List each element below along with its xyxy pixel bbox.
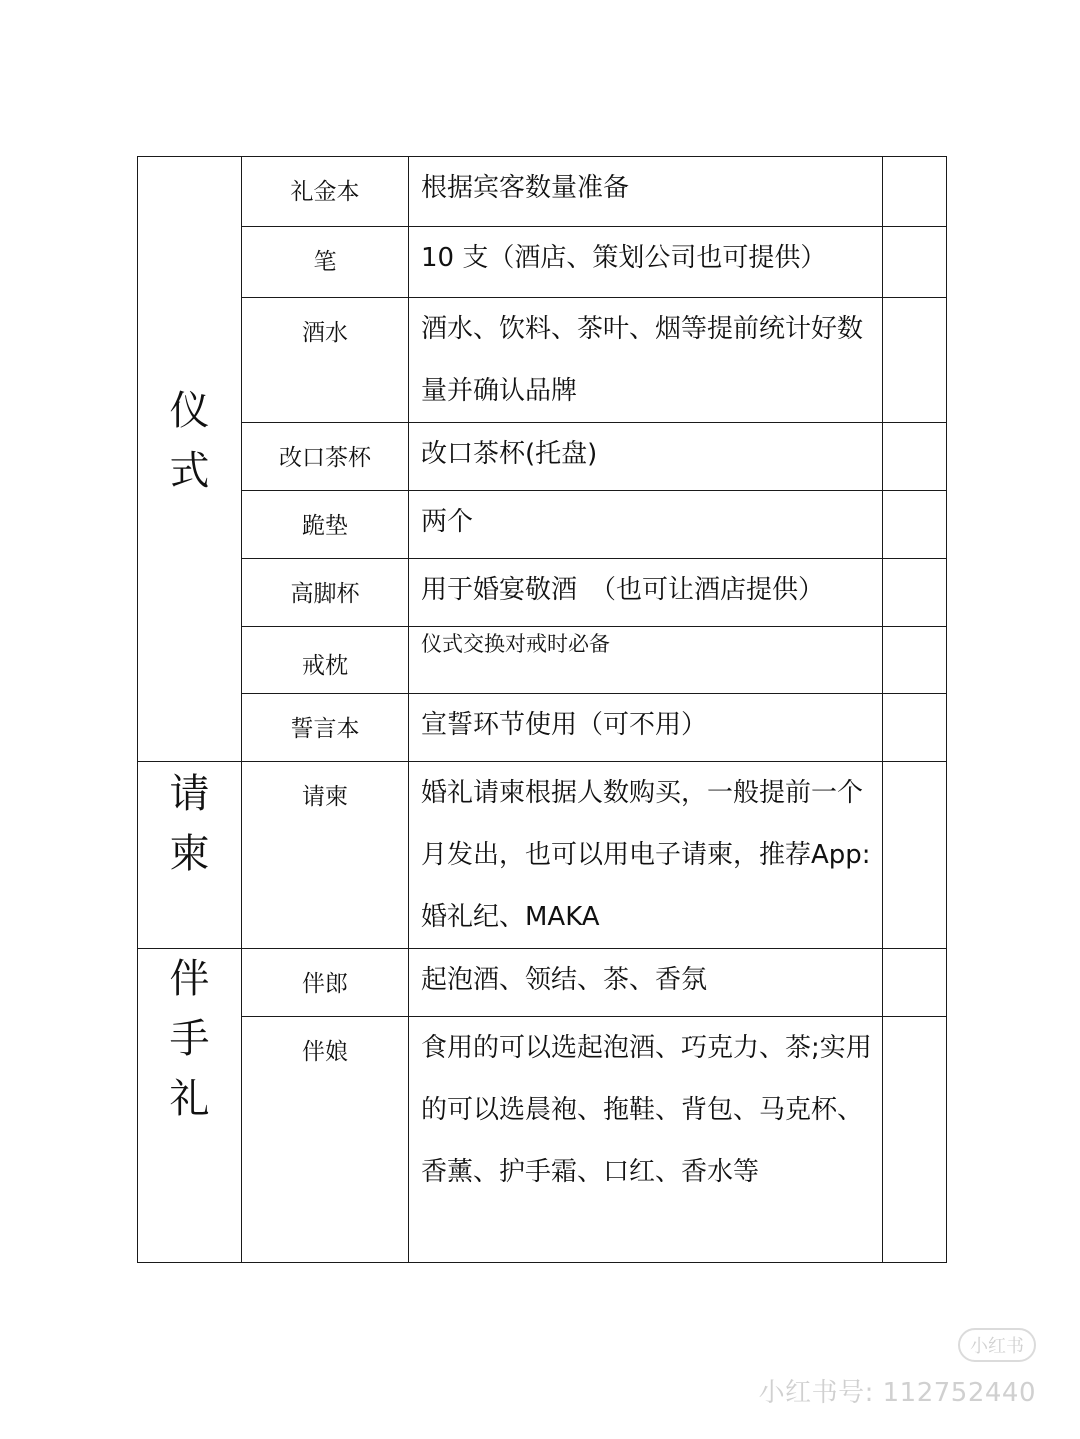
item-note: 改口茶杯(托盘)	[409, 423, 883, 491]
check-cell	[883, 298, 947, 423]
category-label: 仪式	[169, 388, 210, 494]
item-name: 戒枕	[242, 627, 409, 694]
item-note: 用于婚宴敬酒 （也可让酒店提供）	[409, 559, 883, 627]
watermark	[759, 1328, 1036, 1409]
table-row	[138, 559, 947, 627]
item-note: 起泡酒、领结、茶、香氛	[409, 949, 883, 1017]
category-label: 请柬	[169, 771, 210, 877]
category-cell-invitation	[138, 762, 242, 949]
check-cell	[883, 1017, 947, 1263]
check-cell	[883, 694, 947, 762]
wedding-checklist-table	[137, 156, 947, 1263]
item-note: 酒水、饮料、茶叶、烟等提前统计好数量并确认品牌	[409, 298, 883, 423]
check-cell	[883, 627, 947, 694]
item-note: 仪式交换对戒时必备	[409, 627, 883, 694]
watermark-id: 小红书号: 112752440	[758, 1378, 1036, 1408]
category-cell-gift	[138, 949, 242, 1263]
table-row	[138, 423, 947, 491]
item-name: 伴娘	[242, 1017, 409, 1263]
category-label: 伴手礼	[169, 956, 210, 1122]
table-row	[138, 949, 947, 1017]
item-name: 酒水	[242, 298, 409, 423]
item-note: 食用的可以选起泡酒、巧克力、茶;实用的可以选晨袍、拖鞋、背包、马克杯、 香薰、护手霜、口红、香水等	[409, 1017, 883, 1263]
table-row	[138, 298, 947, 423]
check-cell	[883, 227, 947, 298]
table-row	[138, 694, 947, 762]
check-cell	[883, 762, 947, 949]
item-name: 笔	[242, 227, 409, 298]
item-name: 伴郎	[242, 949, 409, 1017]
item-name: 誓言本	[242, 694, 409, 762]
check-cell	[883, 157, 947, 227]
item-name: 跪垫	[242, 491, 409, 559]
item-note: 婚礼请柬根据人数购买，一般提前一个月发出，也可以用电子请柬，推荐App:婚礼纪、MAKA	[409, 762, 883, 949]
item-name: 改口茶杯	[242, 423, 409, 491]
table-row	[138, 1017, 947, 1263]
table-row	[138, 157, 947, 227]
table-row	[138, 627, 947, 694]
check-cell	[883, 949, 947, 1017]
item-note: 宣誓环节使用（可不用）	[409, 694, 883, 762]
table-row	[138, 227, 947, 298]
table-row	[138, 762, 947, 949]
watermark-logo: 小红书	[958, 1328, 1036, 1362]
check-cell	[883, 423, 947, 491]
item-name: 高脚杯	[242, 559, 409, 627]
table-row	[138, 491, 947, 559]
item-name: 礼金本	[242, 157, 409, 227]
item-note: 两个	[409, 491, 883, 559]
category-cell-ceremony	[138, 157, 242, 762]
item-note: 根据宾客数量准备	[409, 157, 883, 227]
check-cell	[883, 559, 947, 627]
item-note: 10 支（酒店、策划公司也可提供）	[409, 227, 883, 298]
check-cell	[883, 491, 947, 559]
item-name: 请柬	[242, 762, 409, 949]
